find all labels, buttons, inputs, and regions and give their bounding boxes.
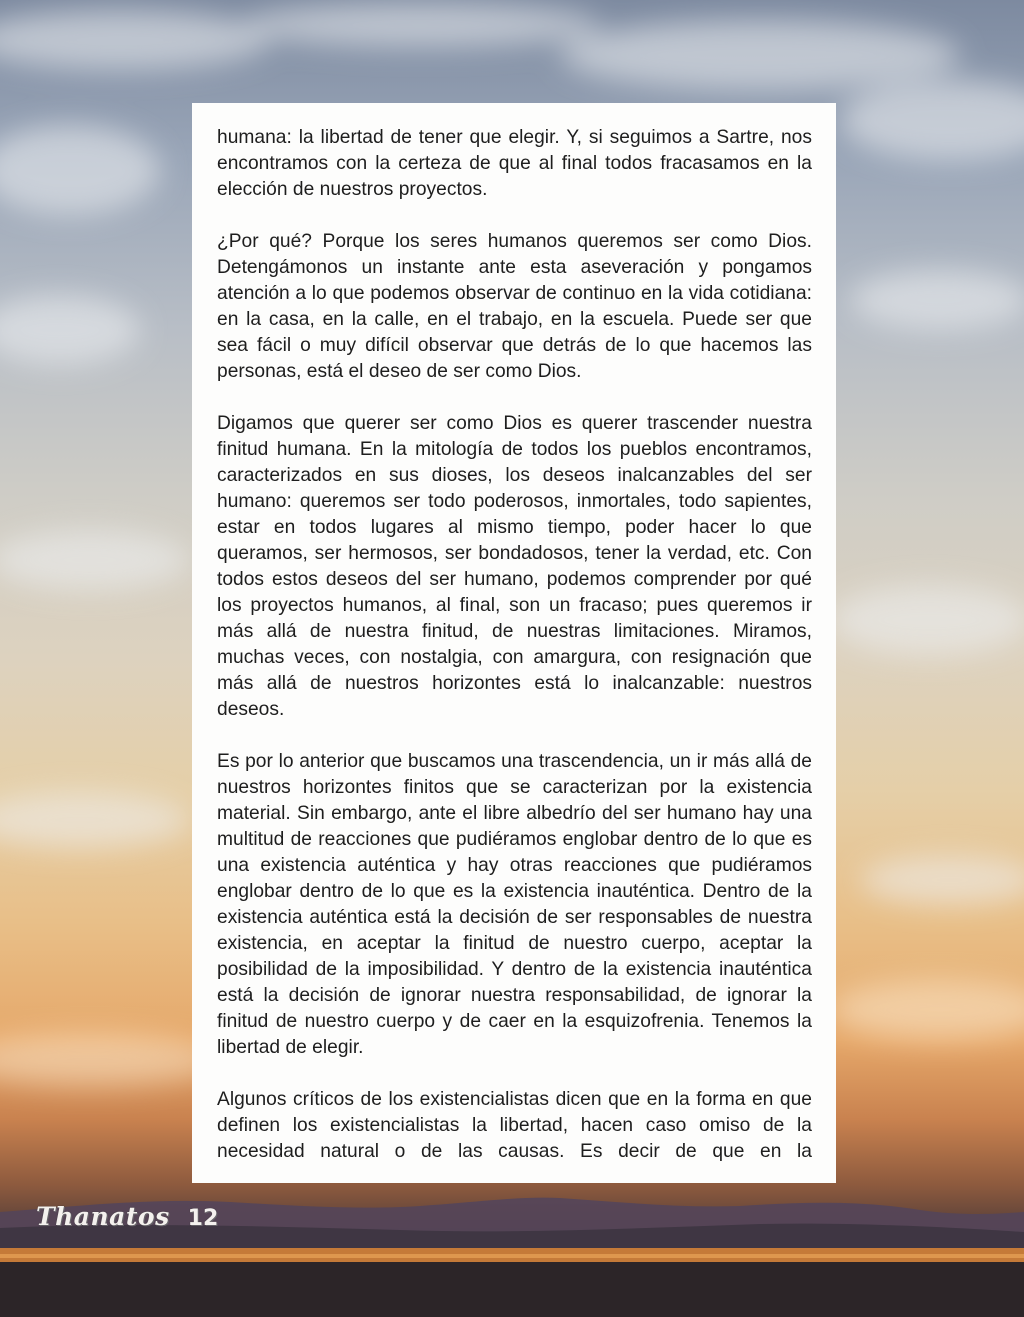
horizon-hills-silhouette [0,1150,1024,1317]
article-paragraph: Algunos críticos de los existencialistas dicen que en la forma en que definen los existencialistas la libertad, hacen caso omiso de la necesidad natural o de las causas. Es decir de que en la [217,1089,812,1162]
page-number: 12 [187,1206,219,1231]
article-text-panel [192,103,836,1183]
article-body [217,125,812,1165]
article-paragraph: ¿Por qué? Porque los seres humanos queremos ser como Dios. Detengámonos un instante ante esta aseveración y pongamos atención a lo que podemos observar de continuo en la vida cotidiana: en la casa, en la calle, en el trabajo, en la escuela. Puede ser que sea fácil o muy difícil observar que detrás de lo que hacemos las personas, está el deseo de ser como Dios. [217,231,812,382]
article-paragraph: humana: la libertad de tener que elegir. Y, si seguimos a Sartre, nos encontramos con la certeza de que al final todos fracasamos en la elección de nuestros proyectos. [217,127,812,200]
footer-brand [36,1202,218,1231]
magazine-logo: Thanatos [36,1202,170,1231]
article-paragraph: Es por lo anterior que buscamos una trascendencia, un ir más allá de nuestros horizontes finitos que se caracterizan por la existencia material. Sin embargo, ante el libre albedrío del ser humano hay una multitud de reacciones que pudiéramos englobar dentro de lo que es una existencia auténtica y hay otras reacciones que pudiéramos englobar dentro de lo que es la existencia inauténtica. Dentro de la existencia auténtica está la decisión de ser responsables de nuestra existencia, en aceptar la finitud de nuestro cuerpo, aceptar la posibilidad de la imposibilidad. Y dentro de la existencia inauténtica está la decisión de ignorar nuestra responsabilidad, de ignorar la finitud de nuestro cuerpo y de caer en la esquizofrenia. Tenemos la libertad de elegir. [217,751,812,1058]
article-paragraph: Digamos que querer ser como Dios es querer trascender nuestra finitud humana. En la mitología de todos los pueblos encontramos, caracterizados en sus dioses, los deseos inalcanzables del ser humano: queremos ser todo poderosos, inmortales, todo sapientes, estar en todos lugares al mismo tiempo, poder hacer lo que queramos, ser hermosos, ser bondadosos, tener la verdad, etc. Con todos estos deseos del ser humano, podemos comprender por qué los proyectos humanos, al final, son un fracaso; pues queremos ir más allá de nuestra finitud, de nuestras limitaciones. Miramos, muchas veces, con nostalgia, con amargura, con resignación que más allá de nuestros horizontes está lo inalcanzable: nuestros deseos. [217,413,812,720]
